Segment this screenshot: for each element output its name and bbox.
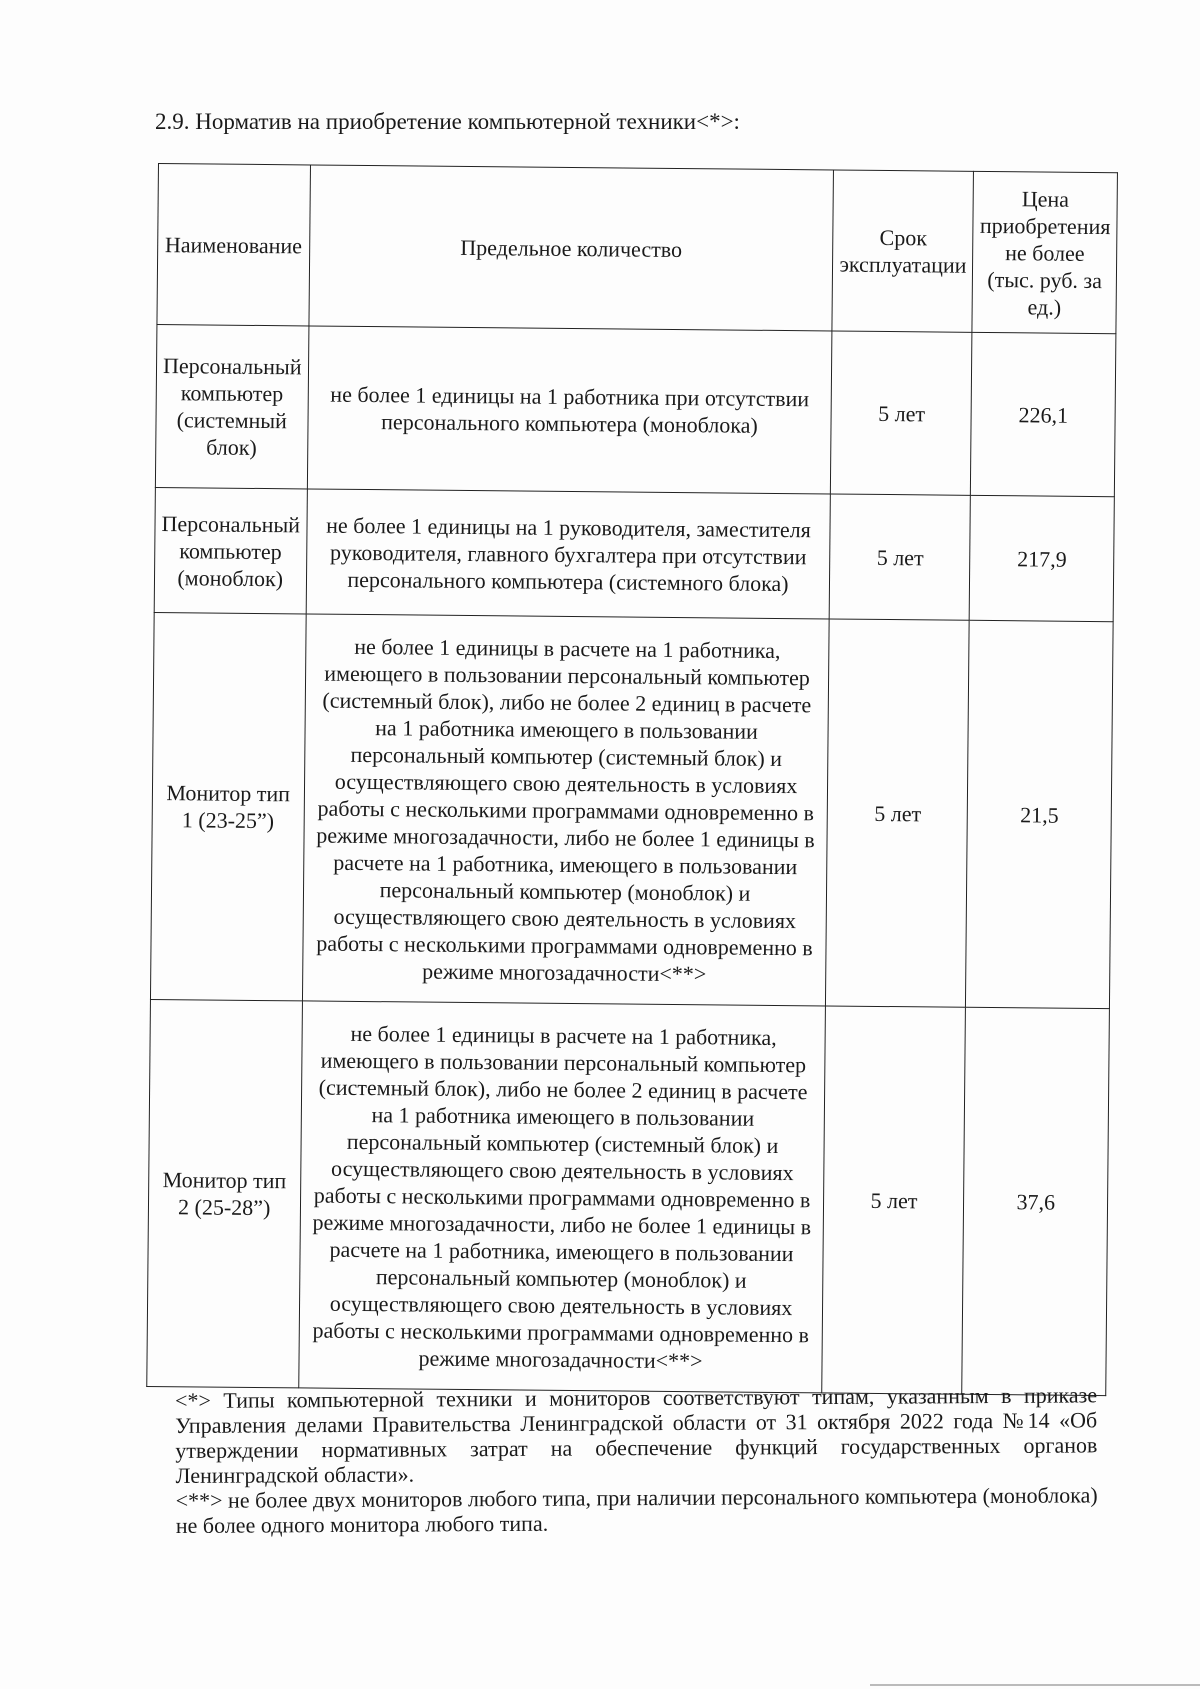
- norm-table: [146, 163, 1118, 1396]
- footnotes: [175, 1382, 1098, 1538]
- table-row: [155, 324, 1116, 496]
- cell-name: Персональный компьютер (моноблок): [154, 487, 307, 613]
- cell-name: Монитор тип 2 (25-28”): [147, 999, 302, 1387]
- cell-name: Монитор тип 1 (23-25”): [150, 612, 305, 1000]
- cell-term: 5 лет: [822, 1006, 966, 1394]
- table-row: [150, 612, 1113, 1008]
- cell-limit: не более 1 единицы на 1 работника при отсутствии персонального компьютера (моноблока): [307, 326, 833, 494]
- header-limit: Предельное количество: [308, 165, 834, 331]
- cell-term: 5 лет: [830, 494, 971, 620]
- cell-term: 5 лет: [826, 619, 970, 1007]
- header-term: Срок эксплуатации: [832, 170, 974, 332]
- cell-term: 5 лет: [831, 331, 973, 495]
- section-heading: 2.9. Норматив на приобретение компьютерной техники<*>:: [155, 109, 740, 134]
- footnote-2: <**> не более двух мониторов любого типа, при наличии персонального компьютера (моноблока) не более одного монитора любого типа.: [175, 1482, 1098, 1538]
- table-header-row: [157, 164, 1118, 334]
- table-row: [154, 487, 1114, 621]
- cell-name: Персональный компьютер (системный блок): [155, 324, 308, 488]
- header-price: Цена приобретения не более (тыс. руб. за ед.): [972, 171, 1117, 333]
- header-name: Наименование: [157, 164, 310, 326]
- cell-price: 217,9: [970, 495, 1115, 621]
- cell-price: 226,1: [971, 332, 1116, 496]
- scan-edge-divider: [870, 1684, 1200, 1686]
- cell-price: 21,5: [966, 620, 1113, 1008]
- footnote-1: <*> Типы компьютерной техники и мониторов соответствуют типам, указанным в приказе Управления делами Правительства Ленинградской области от 31 октября 2022 года №14 «Об утверждении нормативных затрат на обеспечение функций государственных органов Ленинградской области».: [175, 1382, 1098, 1488]
- table-row: [147, 999, 1110, 1395]
- cell-price: 37,6: [962, 1007, 1109, 1395]
- cell-limit: не более 1 единицы в расчете на 1 работника, имеющего в пользовании персональный компьютер (системный блок), либо не более 2 единиц в расчете на 1 работника имеющего в пользовании персональный компьютер (системный блок) и осуществляющего свою деятельность в условиях работы с несколькими программами одновременно в режиме многозадачности, либо не более 1 единицы в расчете на 1 работника, имеющего в пользовании персональный компьютер (моноблок) и осуществляющего свою деятельность в условиях работы с несколькими программами одновременно в режиме многозадачности<**>: [302, 614, 830, 1006]
- cell-limit: не более 1 единицы в расчете на 1 работника, имеющего в пользовании персональный компьютер (системный блок), либо не более 2 единиц в расчете на 1 работника имеющего в пользовании персональный компьютер (системный блок) и осуществляющего свою деятельность в условиях работы с несколькими программами одновременно в режиме многозадачности, либо не более 1 единицы в расчете на 1 работника, имеющего в пользовании персональный компьютер (моноблок) и осуществляющего свою деятельность в условиях работы с несколькими программами одновременно в режиме многозадачности<**>: [298, 1001, 826, 1393]
- cell-limit: не более 1 единицы на 1 руководителя, заместителя руководителя, главного бухгалтера при отсутствии персонального компьютера (системного блока): [306, 489, 831, 619]
